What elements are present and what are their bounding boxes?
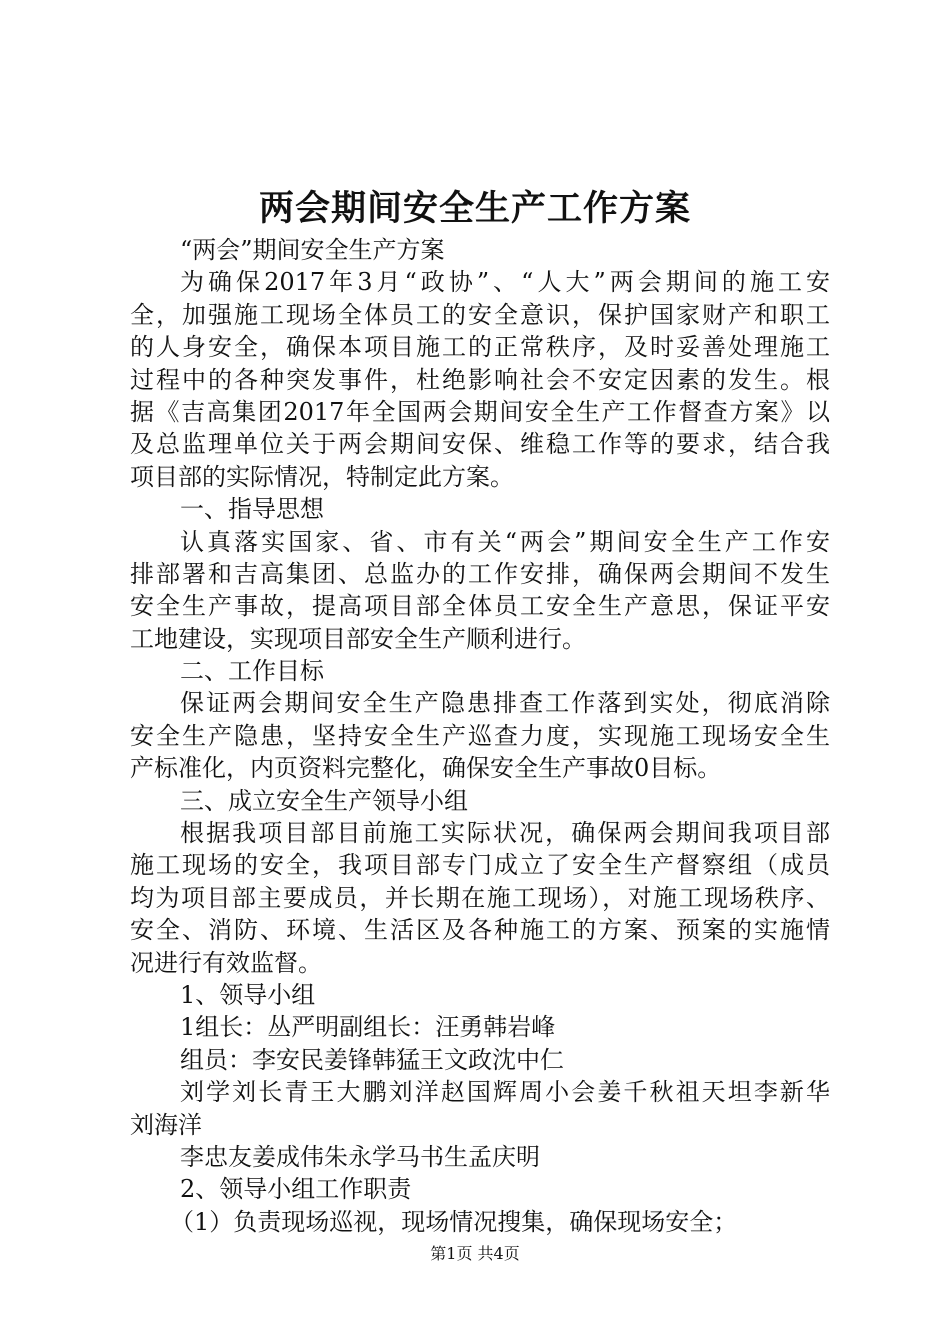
- text-line: 刘海洋: [130, 1110, 202, 1139]
- text-line: 安全生产隐患，坚持安全生产巡查力度，实现施工现场安全生: [130, 721, 830, 750]
- text-line: “两会”期间安全生产方案: [180, 236, 445, 264]
- text-line: 保证两会期间安全生产隐患排查工作落到实处，彻底消除: [180, 689, 830, 718]
- text-line: （1）负责现场巡视，现场情况搜集，确保现场安全；: [170, 1207, 738, 1236]
- text-line: 1组长：丛严明副组长：汪勇韩岩峰: [180, 1013, 556, 1042]
- text-line: 项目部的实际情况，特制定此方案。: [130, 462, 514, 491]
- text-line: 认真落实国家、省、市有关“两会”期间安全生产工作安: [180, 527, 830, 556]
- document-title: 两会期间安全生产工作方案: [258, 188, 691, 229]
- subsection-heading: 1、领导小组: [180, 980, 316, 1009]
- document-body: [130, 234, 830, 1238]
- text-line: 施工现场的安全，我项目部专门成立了安全生产督察组（成员: [130, 851, 830, 880]
- text-line: 李忠友姜成伟朱永学马书生孟庆明: [180, 1142, 540, 1171]
- text-line: 过程中的各种突发事件，杜绝影响社会不安定因素的发生。根: [130, 365, 830, 394]
- text-line: 工地建设，实现项目部安全生产顺利进行。: [130, 624, 586, 653]
- text-line: 况进行有效监督。: [130, 948, 322, 977]
- text-line: 为确保2017年3月“政协”、“人大”两会期间的施工安: [180, 268, 830, 297]
- text-line: 据《吉高集团2017年全国两会期间安全生产工作督查方案》以: [130, 397, 830, 426]
- text-line: 产标准化，内页资料完整化，确保安全生产事故0目标。: [130, 754, 722, 783]
- text-line: 及总监理单位关于两会期间安保、维稳工作等的要求，结合我: [130, 430, 830, 459]
- subsection-heading: 2、领导小组工作职责: [180, 1175, 412, 1204]
- text-line: 安全、消防、环境、生活区及各种施工的方案、预案的实施情: [130, 916, 830, 945]
- section-heading: 二、工作目标: [180, 657, 324, 686]
- text-line: 均为项目部主要成员，并长期在施工现场），对施工现场秩序、: [130, 883, 830, 912]
- text-line: 全，加强施工现场全体员工的安全意识，保护国家财产和职工: [130, 300, 830, 329]
- text-line: 安全生产事故，提高项目部全体员工安全生产意思，保证平安: [130, 592, 830, 621]
- text-line: 的人身安全，确保本项目施工的正常秩序，及时妥善处理施工: [130, 333, 830, 362]
- text-line: 组员：李安民姜锋韩猛王文政沈中仁: [180, 1045, 564, 1074]
- text-line: 刘学刘长青王大鹏刘洋赵国辉周小会姜千秋祖天坦李新华: [180, 1078, 830, 1107]
- text-line: 排部署和吉高集团、总监办的工作安排，确保两会期间不发生: [130, 559, 830, 588]
- section-heading: 三、成立安全生产领导小组: [180, 786, 468, 815]
- text-line: 根据我项目部目前施工实际状况，确保两会期间我项目部: [180, 819, 830, 848]
- section-heading: 一、指导思想: [180, 495, 324, 524]
- page-footer: 第1页 共4页: [430, 1244, 520, 1263]
